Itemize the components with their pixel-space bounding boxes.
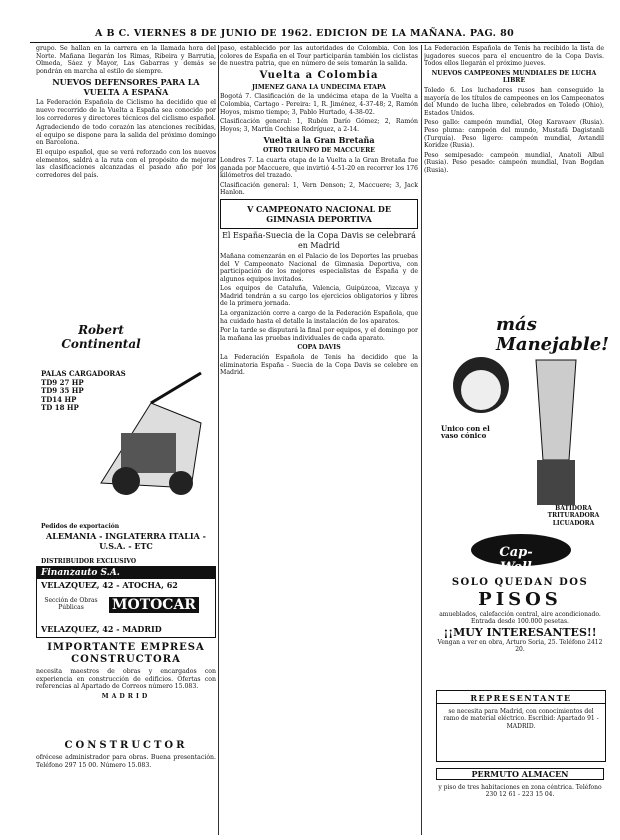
product-item: TD14 HP: [41, 394, 77, 404]
headline: Vuelta a Colombia: [259, 69, 379, 81]
classified-text: y piso de tres habitaciones en zona céntrica. Teléfono 230 12 61 - 223 15 04.: [438, 784, 602, 799]
dealer-address-1: VELAZQUEZ, 42 - ATOCHA, 62: [41, 580, 178, 590]
pisos-text: amueblados, calefacción central, aire acondicionado. Entrada desde 100.000 pesetas.: [439, 611, 601, 626]
article-paragraph: La Federación Española de Tenis ha decidido que la eliminatoria España - Suecia de la Copa Davis se celebre en Madrid.: [220, 354, 418, 377]
export-countries: ALEMANIA - INGLATERRA ITALIA - U.S.A. - ETC: [46, 531, 206, 551]
export-label: Pedidos de exportación: [41, 523, 120, 530]
article-paragraph: Bogotá 7. Clasificación de la undécima etapa de la Vuelta a Colombia, Cartago - Pereira: 1, R. Jiménez, 4-37-48; 2, Ramón Hoyos, mismo tiempo; 3, Pablo Hurtado, 4-38-02.: [220, 93, 418, 116]
ad-slogan: más Manejable!: [496, 314, 610, 355]
pisos-address: Vengan a ver en obra, Arturo Soria, 25. Teléfono 2412 20.: [437, 638, 603, 654]
product-item: TD9 27 HP: [41, 377, 84, 387]
headline: NUEVOS DEFENSORES PARA LA VUELTA A ESPAÑA: [52, 77, 200, 98]
dealer-name: Finanzauto S.A.: [37, 567, 215, 579]
article-paragraph: El equipo español, que se verá reforzado con los nuevos elementos, saldrá a la ruta con el propósito de mejorar las clasificaciones alcanzadas el pasado año por los corredores del país.: [36, 148, 216, 179]
article-paragraph: Los equipos de Cataluña, Valencia, Guipúzcoa, Vizcaya y Madrid tendrán a su cargo los ejercicios obligatorios y libres de la primera jornada.: [220, 285, 418, 308]
article-paragraph: grupo. Se hallan en la carrera en la llamada hora del Norte. Mañana llegarán los Rimas, Ribeira y Barrutia, Olmeda, Sáez y Mayor, Las Gabarras y demás se pondrán en marcha al estilo de siempre.: [36, 45, 216, 75]
classified-city: MADRID: [101, 692, 151, 700]
column-rule-1: [218, 45, 219, 835]
masthead-rule: [30, 42, 590, 43]
article-paragraph: Por la tarde se disputará la final por equipos, y el domingo por la mañana las pruebas individuales de cada aparato.: [220, 327, 418, 342]
article-paragraph: Agradeciendo de todo corazón las atenciones recibidas, el equipo se dispone para la salida del próximo domingo en Barcelona.: [36, 124, 216, 147]
column-rule-2: [421, 45, 422, 835]
tractor-illustration: [91, 363, 211, 503]
pisos-line-3: ¡¡MUY INTERESANTES!!: [443, 625, 597, 639]
pisos-advertisement: [436, 576, 604, 686]
dealer-address-2: VELAZQUEZ, 42 - MADRID: [41, 624, 162, 634]
article-paragraph: La organización corre a cargo de la Federación Española, que ha cuidado hasta el detalle la instalación de los aparatos.: [220, 310, 418, 325]
article-paragraph: Peso semipesado: campeón mundial, Anatoli Albul (Rusia). Peso pesado: campeón mundial, Ivan Bogdan (Rusia).: [424, 151, 604, 174]
headline: NUEVOS CAMPEONES MUNDIALES DE LUCHA LIBRE: [431, 69, 597, 85]
classified-empresa: [36, 640, 216, 702]
subheadline: OTRO TRIUNFO DE MACCUERE: [262, 147, 375, 155]
headline: Vuelta a la Gran Bretaña: [263, 135, 375, 146]
article-paragraph: Toledo 6. Los luchadores rusos han conseguido la mayoría de los títulos de campeones en los Campeonatos del Mundo de lucha libre, celebrados en Toledo (Ohio), Estados Unidos.: [424, 86, 604, 117]
pisos-line-1: SOLO QUEDAN DOS: [451, 577, 589, 588]
classified-constructor: [36, 738, 216, 769]
classified-text: ofrécese administrador para obras. Buena presentación. Teléfono 297 15 00. Número 15.083.: [36, 754, 216, 769]
pisos-line-2: PISOS: [478, 589, 562, 610]
classified-text: necesita maestros de obras y encargados con experiencia en construcción de edificios. Ofertas con referencias al Apartado de Correos número 15.083.: [36, 668, 216, 691]
blender-advertisement: [436, 305, 610, 575]
dealer-box: [36, 566, 216, 638]
blender-illustration: [441, 340, 601, 570]
product-item: TD9 35 HP: [41, 386, 84, 395]
article-paragraph: Mañana comenzarán en el Palacio de los Deportes las pruebas del V Campeonato Nacional de Gimnasia Deportiva, con participación de los mejores especialistas de España y de algunos equipos invitados.: [220, 252, 418, 283]
article-paragraph: Peso gallo: campeón mundial, Oleg Karavaev (Rusia). Peso pluma: campeón del mundo, Mustafá Dagistanli (Turquía). Peso ligero: campeón mundial, Avtandil Koridze (Rusia).: [424, 119, 604, 150]
article-paragraph: Clasificación general: 1, Vern Denson; 2, Maccuere; 3, Jack Hanlon.: [220, 181, 418, 197]
product-item: TD 18 HP: [41, 403, 79, 412]
dealer-section: Sección de Obras Públicas: [44, 597, 98, 612]
headline-box: [220, 199, 418, 229]
permuto-classified: [436, 766, 604, 834]
classified-title: PERMUTO ALMACEN: [436, 768, 604, 780]
headline: COPA DAVIS: [297, 344, 341, 352]
dealer-brand: MOTOCAR: [109, 597, 199, 613]
classified-title: REPRESENTANTE: [437, 693, 605, 704]
subheadline: El España-Suecia de la Copa Davis se celebrará en Madrid: [222, 230, 416, 250]
distributor-label: DISTRIBUIDOR EXCLUSIVO: [41, 558, 137, 565]
article-paragraph: La Federación Española de Tenis ha recibido la lista de jugadores suecos para el encuentro de la Copa Davis. Todos ellos llegarán el próximo jueves.: [424, 45, 604, 68]
ad-tagline: BATIDORA TRITURADORA LICUADORA: [547, 505, 600, 527]
article-paragraph: Londres 7. La cuarta etapa de la Vuelta a la Gran Bretaña fue ganada por Maccuere, que invirtió 4-51-20 en recorrer los 176 kilómetros del trazado.: [220, 156, 418, 180]
article-paragraph: La Federación Española de Ciclismo ha decidido que el nuevo recorrido de la Vuelta a España sea conocido por los corredores y directores técnicos del ciclismo español.: [36, 99, 216, 122]
masthead: A B C. VIERNES 8 DE JUNIO DE 1962. EDICION DE LA MAÑANA. PAG. 80: [95, 28, 515, 39]
column-middle: [220, 45, 418, 835]
classified-title: CONSTRUCTOR: [64, 740, 188, 751]
column-right: [424, 45, 604, 300]
ad-caption: Unico con el vaso cónico: [441, 424, 490, 441]
representante-classified: [436, 690, 606, 762]
headline: V CAMPEONATO NACIONAL DE GIMNASIA DEPORTIVA: [247, 203, 391, 224]
ad-brand: Cap-Well: [499, 545, 533, 575]
product-item: PALAS CARGADORAS: [41, 369, 126, 378]
article-paragraph: paso, establecido por las autoridades de Colombia. Con los colores de España en el Tour participarán también los ciclistas de nuestra patria, que en número de seis tomarán la salida.: [220, 45, 418, 68]
brand-logo: Robert Continental: [61, 323, 141, 351]
classified-title: IMPORTANTE EMPRESA CONSTRUCTORA: [47, 642, 205, 665]
subheadline: JIMENEZ GANA LA UNDECIMA ETAPA: [252, 83, 386, 91]
article-paragraph: Clasificación general: 1, Rubén Darío Gómez; 2, Ramón Hoyos; 3, Martín Cochise Rodríguez, a 2-14.: [220, 118, 418, 133]
classified-text: se necesita para Madrid, con conocimientos del ramo de material eléctrico. Escribid: Apartado 91 - MADRID.: [443, 708, 599, 730]
